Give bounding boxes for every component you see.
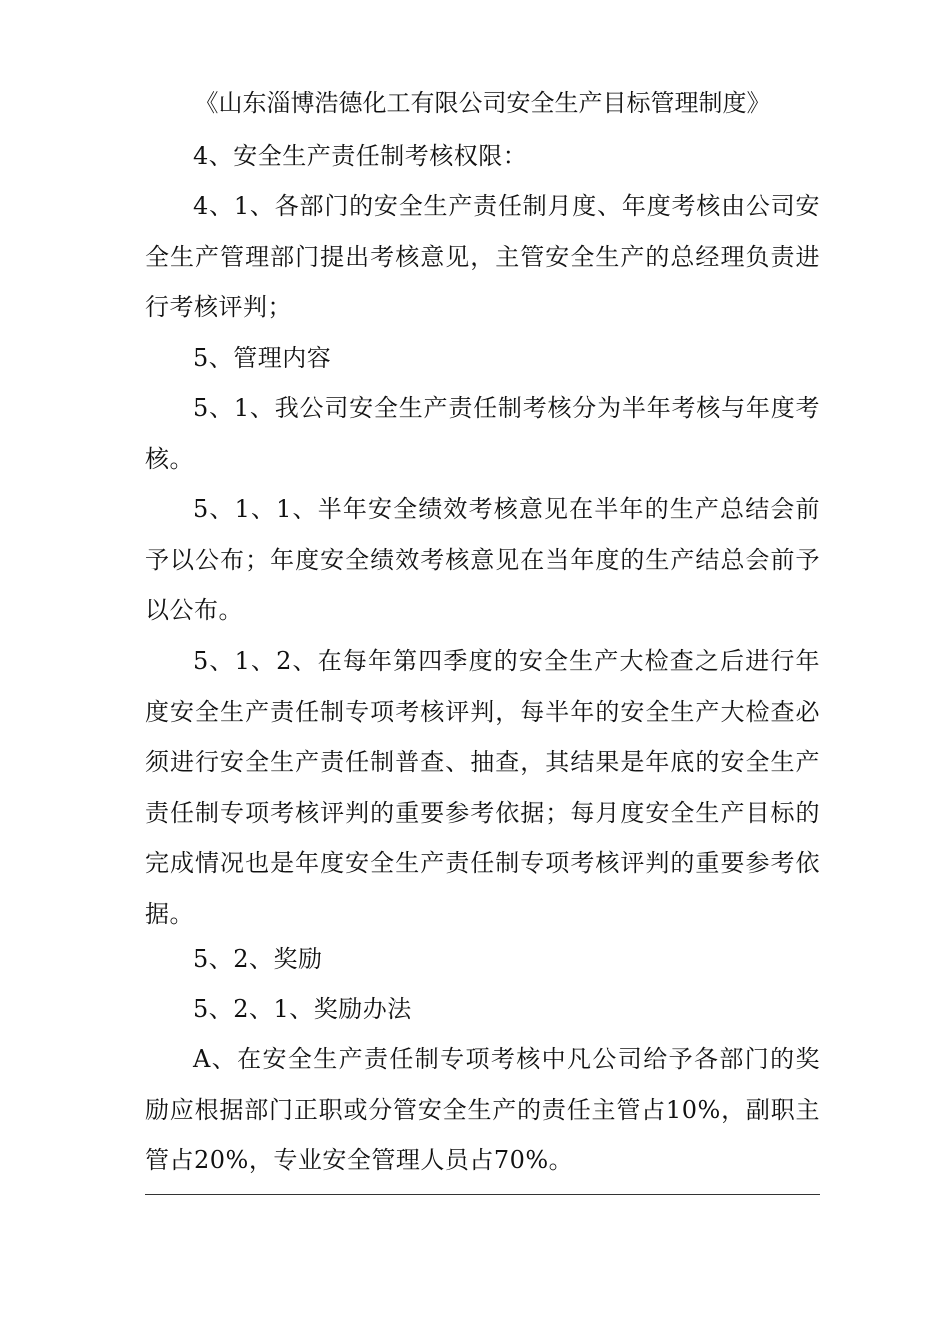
footer-divider: [145, 1194, 820, 1195]
paragraph-5-heading: 5、管理内容: [193, 344, 332, 372]
paragraph-4-heading: 4、安全生产责任制考核权限：: [193, 142, 528, 170]
document-title: 《山东淄博浩德化工有限公司安全生产目标管理制度》: [194, 89, 771, 117]
paragraph-4-1: 4、1、各部门的安全生产责任制月度、年度考核由公司安全生产管理部门提出考核意见，主管安全生产的总经理负责进行考核评判；: [145, 192, 820, 321]
paragraph-5-2: 5、2、奖励: [193, 945, 323, 973]
paragraph-5-1-1: 5、1、1、半年安全绩效考核意见在半年的生产总结会前予以公布；年度安全绩效考核意见在当年度的生产结总会前予以公布。: [145, 495, 820, 624]
paragraph-5-1: 5、1、我公司安全生产责任制考核分为半年考核与年度考核。: [145, 394, 820, 473]
paragraph-5-1-2: 5、1、2、在每年第四季度的安全生产大检查之后进行年度安全生产责任制专项考核评判，每半年的安全生产大检查必须进行安全生产责任制普查、抽查，其结果是年底的安全生产责任制专项考核评判的重要参考依据；每月度安全生产目标的完成情况也是年度安全生产责任制专项考核评判的重要参考依据。: [145, 647, 820, 928]
paragraph-a: A、在安全生产责任制专项考核中凡公司给予各部门的奖励应根据部门正职或分管安全生产的责任主管占10%，副职主管占20%，专业安全管理人员占70%。: [145, 1045, 820, 1174]
paragraph-5-2-1: 5、2、1、奖励办法: [193, 995, 412, 1023]
